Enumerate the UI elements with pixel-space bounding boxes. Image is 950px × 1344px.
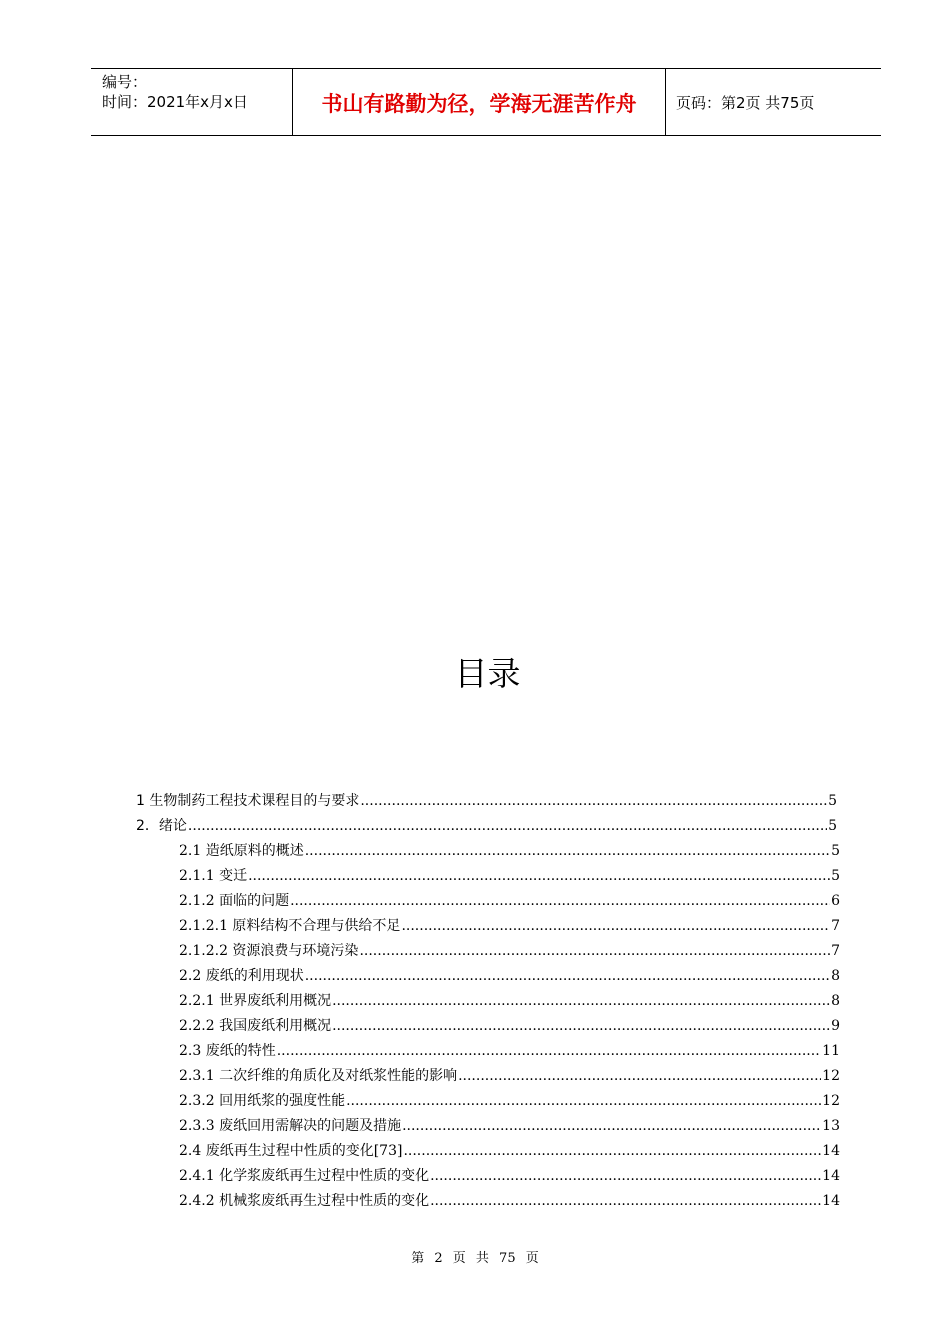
toc-entry[interactable] [179, 915, 840, 940]
toc-entry-page: 5 [828, 818, 837, 834]
toc-entry-page: 14 [822, 1168, 840, 1184]
toc-entry-label: 2.2.1 世界废纸利用概况 [179, 993, 332, 1009]
toc-entry-label: 2.1.2 面临的问题 [179, 893, 290, 909]
toc-entry[interactable] [179, 1190, 840, 1215]
toc-entry-page: 14 [822, 1193, 840, 1209]
header-divider-right [665, 69, 666, 136]
toc-leader-dots [430, 1193, 821, 1209]
toc-leader-dots [332, 993, 830, 1009]
header-bottom-rule [91, 135, 881, 136]
toc-leader-dots [290, 893, 830, 909]
toc-leader-dots [346, 1093, 821, 1109]
header-motto: 书山有路勤为径，学海无涯苦作舟 [321, 92, 637, 116]
toc-entry-page: 5 [831, 868, 840, 884]
toc-entry[interactable] [179, 890, 840, 915]
toc-leader-dots [359, 943, 830, 959]
toc-entry[interactable] [179, 1165, 840, 1190]
toc-entry[interactable] [136, 815, 837, 840]
header-top-rule [91, 68, 881, 69]
toc-entry[interactable] [179, 865, 840, 890]
toc-entry-label: 2.4.2 机械浆废纸再生过程中性质的变化 [179, 1193, 430, 1209]
toc-entry-page: 7 [831, 943, 840, 959]
toc-entry-page: 13 [822, 1118, 840, 1134]
toc-entry[interactable] [179, 965, 840, 990]
toc-leader-dots [248, 868, 830, 884]
toc-entry[interactable] [136, 790, 837, 815]
toc-entry-page: 5 [828, 793, 837, 809]
toc-entry-page: 8 [831, 968, 840, 984]
toc-entry-label: 1 生物制药工程技术课程目的与要求 [136, 793, 360, 809]
toc-leader-dots [401, 918, 830, 934]
toc-entry[interactable] [179, 1140, 840, 1165]
toc-entry-page: 6 [831, 893, 840, 909]
toc-entry[interactable] [179, 840, 840, 865]
header-time-label: 时间：2021年x月x日 [102, 93, 248, 111]
toc-entry-page: 7 [831, 918, 840, 934]
toc-entry-label: 2.4 废纸再生过程中性质的变化[73] [179, 1143, 403, 1159]
toc-leader-dots [277, 1043, 821, 1059]
toc-entry-label: 2.4.1 化学浆废纸再生过程中性质的变化 [179, 1168, 430, 1184]
toc-entry-label: 2.3.2 回用纸浆的强度性能 [179, 1093, 346, 1109]
page-title: 目录 [454, 654, 521, 693]
toc-entry-label: 2.3.1 二次纤维的角质化及对纸浆性能的影响 [179, 1068, 458, 1084]
toc-leader-dots [430, 1168, 821, 1184]
header-id-label: 编号： [102, 73, 148, 91]
toc-entry-page: 5 [831, 843, 840, 859]
page-footer: 第 2 页 共 75 页 [411, 1251, 539, 1266]
toc-leader-dots [305, 843, 830, 859]
header-meta [102, 72, 248, 112]
toc-entry-page: 12 [822, 1093, 840, 1109]
toc-entry-label: 2.3 废纸的特性 [179, 1043, 276, 1059]
toc-entry[interactable] [179, 940, 840, 965]
toc-entry-label: 2.3.3 废纸回用需解决的问题及措施 [179, 1118, 402, 1134]
toc-entry-label: 2.1 造纸原料的概述 [179, 843, 304, 859]
toc-entry[interactable] [179, 1115, 840, 1140]
toc-entry-label: 2．绪论 [136, 818, 187, 834]
toc-entry-label: 2.1.2.2 资源浪费与环境污染 [179, 943, 359, 959]
toc-entry-label: 2.2.2 我国废纸利用概况 [179, 1018, 332, 1034]
toc-entry-label: 2.1.1 变迁 [179, 868, 248, 884]
toc-leader-dots [332, 1018, 830, 1034]
toc-entry-page: 12 [822, 1068, 840, 1084]
toc-leader-dots [403, 1143, 821, 1159]
toc-leader-dots [305, 968, 830, 984]
toc-entry[interactable] [179, 1015, 840, 1040]
toc-entry-label: 2.1.2.1 原料结构不合理与供给不足 [179, 918, 401, 934]
toc-entry-page: 8 [831, 993, 840, 1009]
toc-entry[interactable] [179, 990, 840, 1015]
toc-leader-dots [402, 1118, 821, 1134]
toc-entry[interactable] [179, 1065, 840, 1090]
toc-leader-dots [458, 1068, 821, 1084]
toc-entry[interactable] [179, 1040, 840, 1065]
header-page-label: 页码：第2页 共75页 [676, 94, 815, 112]
toc-entry-page: 9 [831, 1018, 840, 1034]
toc-leader-dots [188, 818, 827, 834]
toc-leader-dots [360, 793, 827, 809]
toc-entry-label: 2.2 废纸的利用现状 [179, 968, 304, 984]
toc-entry-page: 14 [822, 1143, 840, 1159]
toc-entry-page: 11 [822, 1043, 840, 1059]
toc-entry[interactable] [179, 1090, 840, 1115]
